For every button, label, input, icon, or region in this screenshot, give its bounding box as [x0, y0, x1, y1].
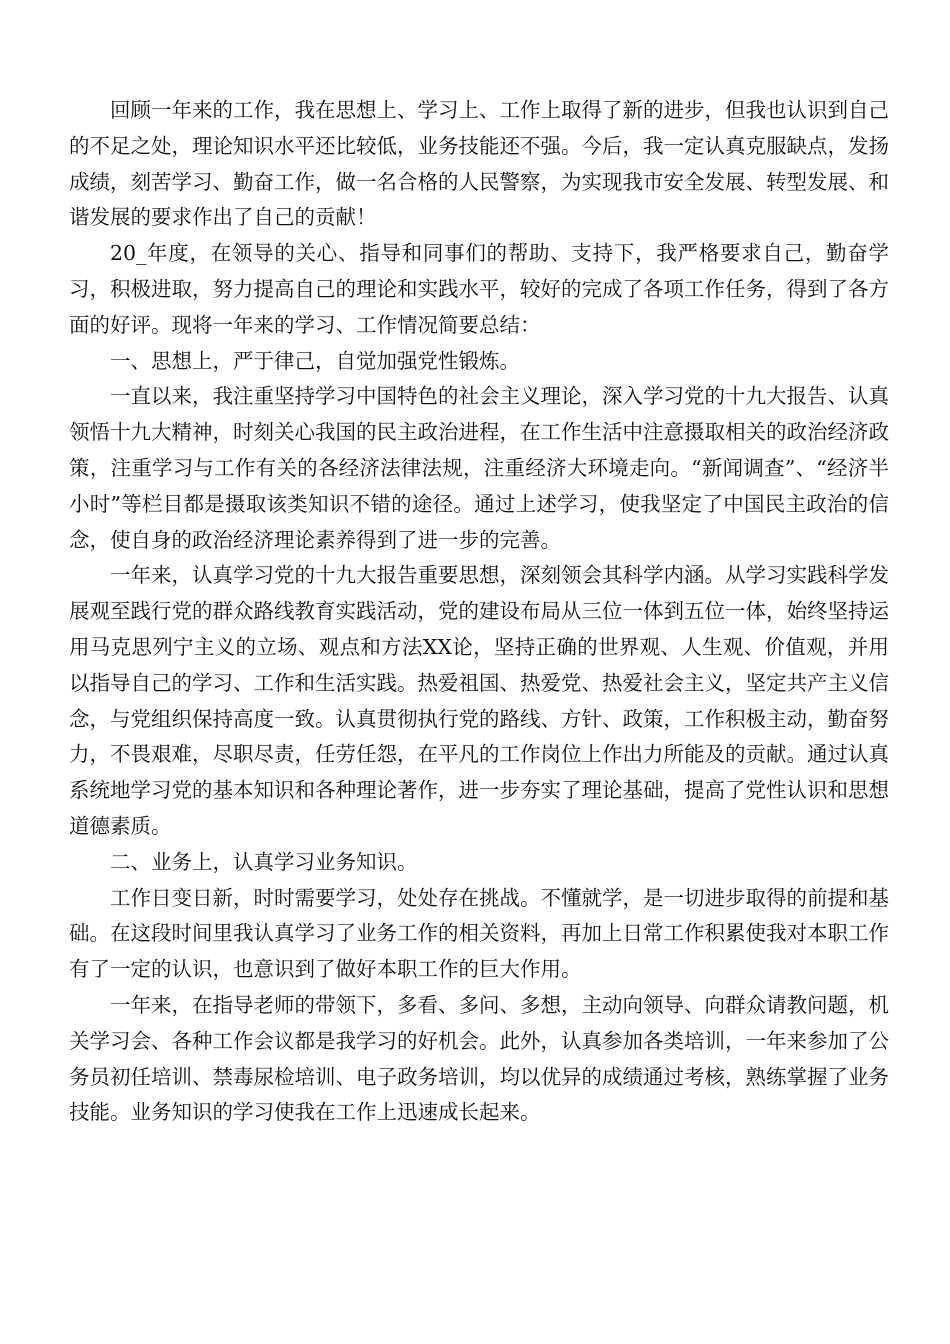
section-heading-business: 二、业务上，认真学习业务知识。	[110, 849, 418, 874]
paragraph-review: 回顾一年来的工作，我在思想上、学习上、工作上取得了新的进步，但我也认识到自己的不足之处，理论知识水平还比较低，业务技能还不强。今后，我一定认真克服缺点，发扬成绩，刻苦学习、勤奋工作，做一名合格的人民警察，为实现我市安全发展、转型发展、和谐发展的要求作出了自己的贡献！	[69, 98, 889, 230]
document-body	[69, 93, 889, 1131]
paragraph-annual-intro: 20_年度，在领导的关心、指导和同事们的帮助、支持下，我严格要求自己，勤奋学习，积极进取，努力提高自己的理论和实践水平，较好的完成了各项工作任务，得到了各方面的好评。现将一年来的学习、工作情况简要总结：	[69, 241, 889, 337]
paragraph-training: 一年来，在指导老师的带领下，多看、多问、多想，主动向领导、向群众请教问题，机关学习会、各种工作会议都是我学习的好机会。此外，认真参加各类培训，一年来参加了公务员初任培训、禁毒尿检培训、电子政务培训，均以优异的成绩通过考核，熟练掌握了业务技能。业务知识的学习使我在工作上迅速成长起来。	[69, 992, 889, 1125]
paragraph-theory-study: 一直以来，我注重坚持学习中国特色的社会主义理论，深入学习党的十九大报告、认真领悟十九大精神，时刻关心我国的民主政治进程，在工作生活中注意摄取相关的政治经济政策，注重学习与工作有关的各经济法律法规，注重经济大环境走向。“新闻调查”、“经济半小时”等栏目都是摄取该类知识不错的途径。通过上述学习，使我坚定了中国民主政治的信念，使自身的政治经济理论素养得到了进一步的完善。	[69, 384, 889, 552]
section-heading-ideology: 一、思想上，严于律己，自觉加强党性锻炼。	[110, 348, 520, 373]
paragraph-work-learning: 工作日变日新，时时需要学习，处处存在挑战。不懂就学，是一切进步取得的前提和基础。在这段时间里我认真学习了业务工作的相关资料，再加上日常工作积累使我对本职工作有了一定的认识，也意识到了做好本职工作的巨大作用。	[69, 885, 889, 982]
paragraph-party-study: 一年来，认真学习党的十九大报告重要思想，深刻领会其科学内涵。从学习实践科学发展观至践行党的群众路线教育实践活动，党的建设布局从三位一体到五位一体，始终坚持运用马克思列宁主义的立场、观点和方法XX论，坚持正确的世界观、人生观、价值观，并用以指导自己的学习、工作和生活实践。热爱祖国、热爱党、热爱社会主义，坚定共产主义信念，与党组织保持高度一致。认真贯彻执行党的路线、方针、政策，工作积极主动，勤奋努力，不畏艰难，尽职尽责，任劳任怨，在平凡的工作岗位上作出力所能及的贡献。通过认真系统地学习党的基本知识和各种理论著作，进一步夯实了理论基础，提高了党性认识和思想道德素质。	[69, 563, 889, 838]
